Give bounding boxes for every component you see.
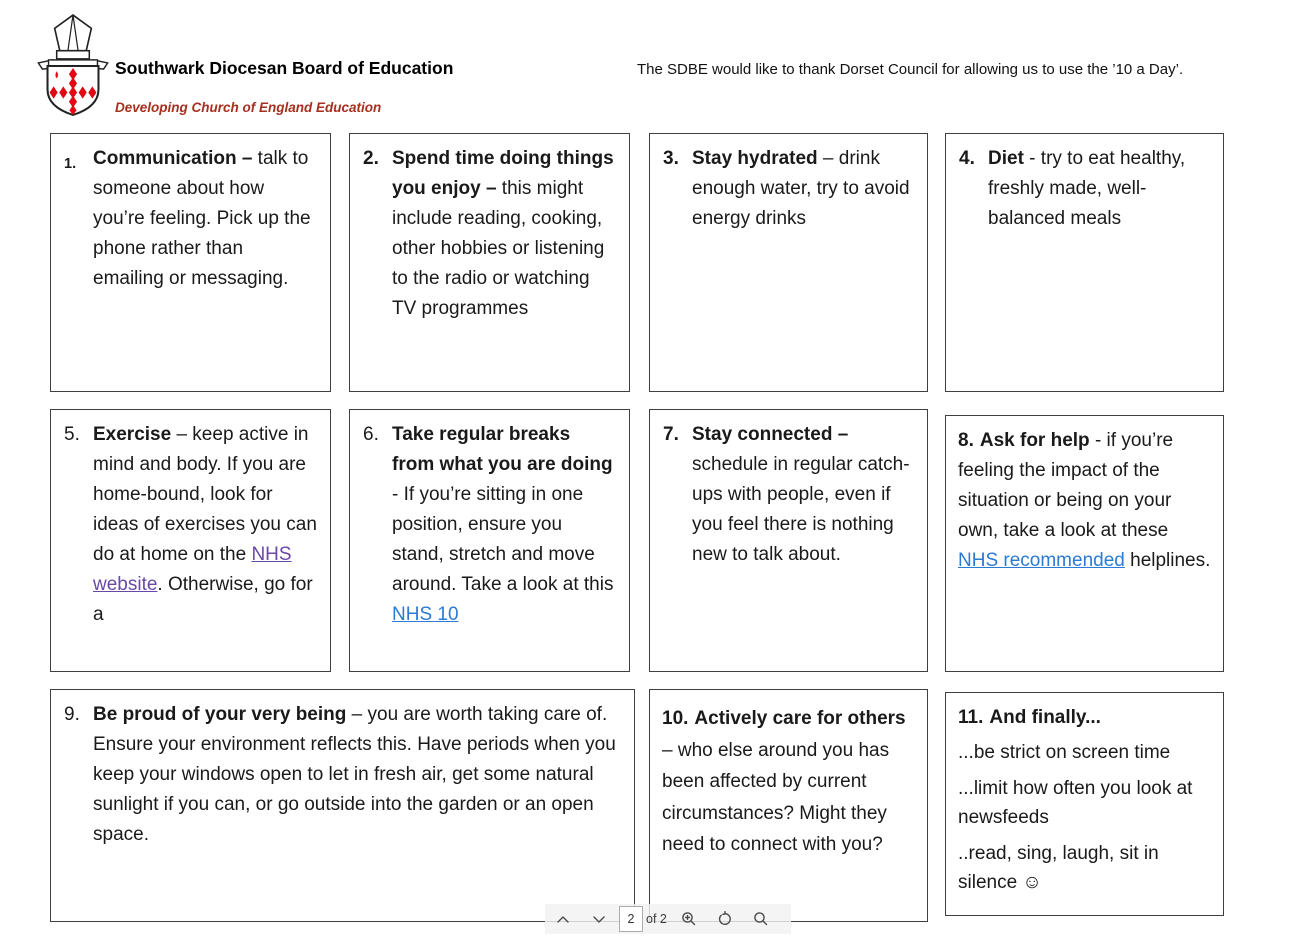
card-number: 7. [663,424,679,445]
card-stay-connected [649,409,928,672]
card-body [958,426,1211,576]
rotate-button[interactable] [707,904,743,934]
pdf-viewer-toolbar [545,904,791,934]
zoom-in-icon [681,911,697,927]
card-heading: Diet [988,148,1024,169]
card-body [392,420,617,630]
chevron-down-icon [592,914,606,925]
card-text: – drink enough water, try to avoid energy drinks [692,148,910,229]
card-number: 11. [958,707,984,728]
card-be-proud [50,689,635,922]
previous-page-button[interactable] [545,904,581,934]
card-ask-for-help [945,415,1224,672]
card-body [988,144,1211,234]
card-number: 6. [363,424,379,445]
nhs-link[interactable]: NHS website [93,544,292,595]
rotate-icon [717,911,733,927]
card-text: . Otherwise, go for a [93,574,313,625]
diocese-crest-logo [36,12,110,118]
card-heading: Spend time doing things you enjoy – [392,148,614,199]
card-care-for-others [649,689,928,922]
card-text: schedule in regular catch-ups with people, even if you feel there is nothing new to talk about. [692,454,910,565]
card-paragraph: ...limit how often you look at newsfeeds [958,778,1193,828]
card-body [93,144,318,294]
card-text: - if you’re feeling the impact of the situation or being on your own, take a look at these [958,430,1174,541]
page-count-label: of 2 [646,912,667,926]
search-icon [753,911,769,927]
card-number: 1. [64,156,77,172]
card-body [692,420,915,570]
card-heading: Be proud of your very being [93,704,347,725]
zoom-in-button[interactable] [671,904,707,934]
card-heading: And finally... [989,707,1101,728]
next-page-button[interactable] [581,904,617,934]
card-text: helplines. [1124,550,1211,571]
card-body [662,703,915,861]
card-text: - try to eat healthy, freshly made, well-balanced meals [988,148,1186,229]
card-number: 5. [64,424,80,445]
card-number: 2. [363,148,379,169]
card-paragraph: ..read, sing, laugh, sit in silence ☺ [958,843,1159,893]
card-stay-hydrated [649,133,928,392]
card-text: – you are worth taking care of. Ensure your environment reflects this. Have periods when you keep your windows open to let in fresh air, get some natural sunlight if you can, or go outside into the garden or an open space. [93,704,616,845]
card-number: 3. [663,148,679,169]
card-number: 10. [662,708,689,729]
card-heading: Ask for help [979,430,1090,451]
page-number-input[interactable] [619,906,643,932]
card-heading: Exercise [93,424,172,445]
card-enjoy-things [349,133,630,392]
card-number: 9. [64,704,80,725]
card-body [93,700,622,850]
card-heading: Stay hydrated [692,148,818,169]
org-title: Southwark Diocesan Board of Education [115,58,454,78]
acknowledgement-text: The SDBE would like to thank Dorset Council for allowing us to use the ’10 a Day’. [637,61,1184,78]
nhs-link[interactable]: NHS recommended [958,550,1125,571]
card-heading: Actively care for others [694,708,906,729]
card-number: 8. [958,430,974,451]
card-heading: Stay connected – [692,424,849,445]
card-text: – who else around you has been affected by current circumstances? Might they need to connect with you? [662,739,890,855]
card-body [392,144,617,324]
card-take-breaks [349,409,630,672]
card-paragraph: ...be strict on screen time [958,742,1171,763]
card-heading: Communication – [93,148,253,169]
card-body [692,144,915,234]
chevron-up-icon [556,914,570,925]
card-text: this might include reading, cooking, other hobbies or listening to the radio or watching TV programmes [392,178,605,319]
card-text: - If you’re sitting in one position, ensure you stand, stretch and move around. Take a look at this [392,484,614,595]
card-exercise [50,409,331,672]
card-diet [945,133,1224,392]
card-heading: Take regular breaks from what you are doing [392,424,613,475]
nhs-link[interactable]: NHS 10 [392,604,459,625]
card-text: talk to someone about how you’re feeling. Pick up the phone rather than emailing or messaging. [93,148,311,289]
card-body [93,420,318,630]
card-and-finally [945,692,1224,916]
card-number: 4. [959,148,975,169]
org-tagline: Developing Church of England Education [115,100,382,115]
card-text: – keep active in mind and body. If you are home-bound, look for ideas of exercises you can do at home on the [93,424,317,565]
search-button[interactable] [743,904,779,934]
card-communication [50,133,331,392]
card-body [958,703,1211,897]
